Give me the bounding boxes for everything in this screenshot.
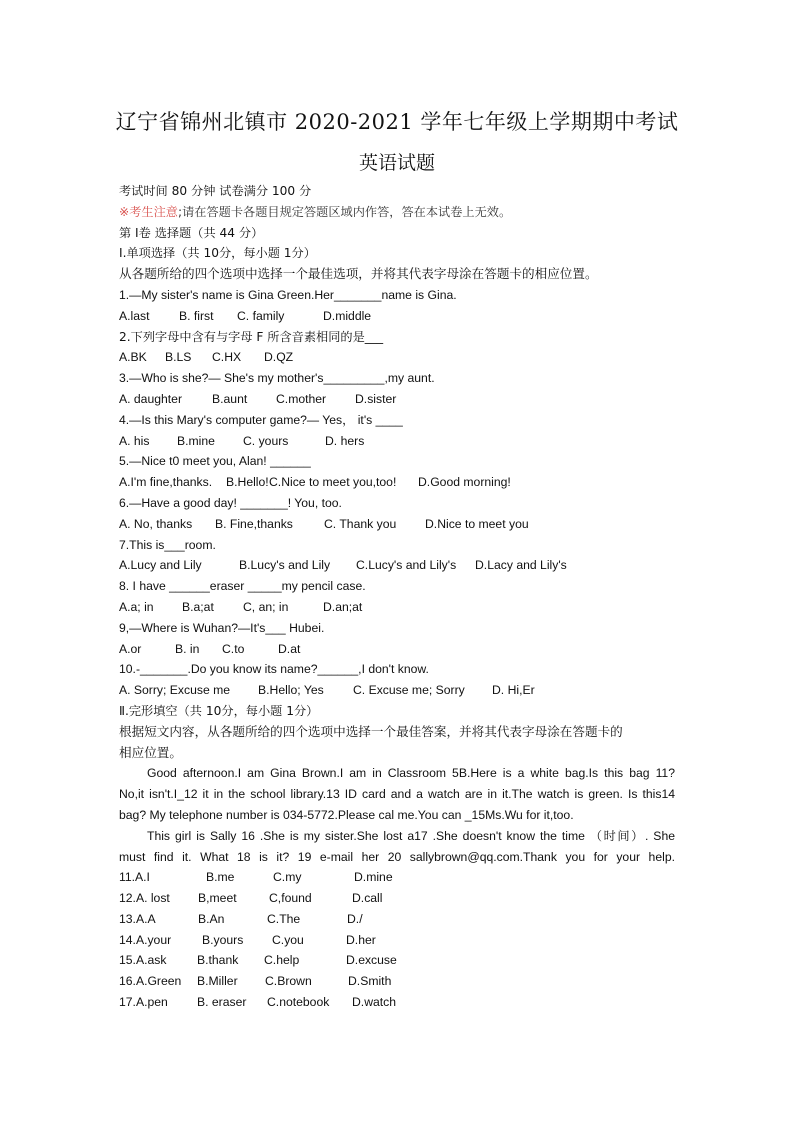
option-c: C.you [272,932,304,947]
option-a: 12.A. lost [119,891,170,906]
question-options [119,992,675,1013]
option-c: C.help [264,953,300,968]
option-d: D.call [352,891,383,906]
question-options [119,472,675,493]
option-a: A.BK [119,350,147,365]
option-b: B.Hello! [226,475,269,490]
exam-title: 辽宁省锦州北镇市 2020-2021 学年七年级上学期期中考试 [115,110,679,134]
option-a: 17.A.pen [119,995,168,1010]
section1-questions [119,285,675,701]
option-d: D. hers [325,433,365,448]
option-a: 14.A.your [119,932,172,947]
option-c: C.to [222,641,245,656]
question-options [119,306,675,327]
question-stem: 6.—Have a good day! _______! You, too. [119,495,342,510]
question-options [119,389,675,410]
option-d: D.her [346,932,376,947]
section1-instruction: 从各题所给的四个选项中选择一个最佳选项，并将其代表字母涂在答题卡的相应位置。 [119,266,598,282]
section1-heading: I.单项选择（共 10分，每小题 1分） [119,246,316,261]
option-a: 13.A.A [119,911,156,926]
exam-info: 考试时间 80 分钟 试卷满分 100 分 [119,184,312,198]
passage-line: bag? My telephone number is 034-5772.Please cal me.You can _15Ms.Wu for it,too. [119,807,574,822]
option-c: C. Thank you [324,516,397,531]
option-c: C. family [237,308,285,323]
option-b: B. first [179,308,214,323]
question-options [119,514,675,535]
passage-line: must find it. What 18 is it? 19 e-mail her 20 sallybrown@qq.com.Thank you for your help. [119,849,675,864]
option-c: C,found [269,891,312,906]
option-c: C.my [273,870,302,885]
question-options [119,950,675,971]
option-c: C.Nice to meet you,too! [269,475,397,490]
option-c: C.HX [212,350,242,365]
question-stem: 10.-_______.Do you know its name?______,I don't know. [119,662,429,677]
question-stem: 5.—Nice t0 meet you, Alan! ______ [119,454,311,469]
option-c: C.Brown [265,974,312,989]
option-a: 16.A.Green [119,974,182,989]
option-d: D.middle [323,308,372,323]
question-stem: 8. I have ______eraser _____my pencil case. [119,579,366,594]
option-b: B,meet [198,891,237,906]
question-options [119,680,675,701]
option-b: B.a;at [182,599,214,614]
option-a: A. his [119,433,150,448]
option-b: B.LS [165,350,192,365]
option-d: D.Smith [348,974,392,989]
option-a: A.last [119,308,150,323]
option-d: D. Hi,Er [492,683,535,698]
question-stem: 7.This is___room. [119,537,216,552]
option-d: D.sister [355,391,397,406]
option-b: B.aunt [212,391,248,406]
passage-line: Good afternoon.I am Gina Brown.I am in Classroom 5B.Here is a white bag.Is this bag 11? [147,766,675,781]
question-options [119,888,675,909]
question-options [119,639,675,660]
question-options [119,431,675,452]
volume-heading: 第 Ⅰ卷 选择题（共 44 分） [119,225,264,240]
notice [119,202,675,223]
option-c: C.notebook [267,995,330,1010]
option-d: D.watch [352,995,397,1010]
question-stem: 1.—My sister's name is Gina Green.Her_______name is Gina. [119,287,457,302]
option-c: C. yours [243,433,289,448]
question-options [119,930,675,951]
exam-body [119,181,675,1013]
option-c: C.Lucy's and Lily's [356,558,457,573]
option-b: B.Lucy's and Lily [239,558,331,573]
question-stem: 4.—Is this Mary's computer game?— Yes， it's ____ [119,412,403,427]
option-c: C.mother [276,391,327,406]
passage-line: No,it isn't.I_12 it in the school library.13 ID card and a watch are in it.The watch is green. Is this14 [119,787,675,802]
option-b: B. in [175,641,200,656]
option-d: D.excuse [346,953,397,968]
option-b: B.yours [202,932,244,947]
question-options [119,867,675,888]
question-options [119,555,675,576]
option-d: D.mine [354,870,393,885]
option-b: B.An [198,911,225,926]
option-a: 11.A.I [119,870,150,885]
option-a: A.I'm fine,thanks. [119,475,213,490]
option-d: D.at [278,641,301,656]
option-b: B.Miller [197,974,238,989]
question-stem: 9,—Where is Wuhan?—It's___ Hubei. [119,620,325,635]
option-a: 15.A.ask [119,953,167,968]
option-b: B.mine [177,433,215,448]
passage-line: This girl is Sally 16 .She is my sister.She lost a17 .She doesn't know the time （时间）. She [147,828,675,843]
option-a: A. Sorry; Excuse me [119,683,231,698]
section2-heading: Ⅱ.完形填空（共 10分，每小题 1分） [119,703,319,718]
question-options [119,347,675,368]
question-options [119,597,675,618]
section2-instruction-1: 根据短文内容，从各题所给的四个选项中选择一个最佳答案，并将其代表字母涂在答题卡的 [119,723,623,739]
option-d: D.an;at [323,599,363,614]
option-d: D./ [347,911,363,926]
notice-text: ;请在答题卡各题目规定答题区域内作答，答在本试卷上无效。 [177,204,512,219]
question-stem: 3.—Who is she?— She's my mother's_________,my aunt. [119,371,435,386]
option-a: A. No, thanks [119,516,193,531]
option-b: B. Fine,thanks [215,516,293,531]
option-a: A. daughter [119,391,183,406]
section2-instruction-2: 相应位置。 [119,744,182,760]
option-c: C. Excuse me; Sorry [353,683,465,698]
section2-options [119,867,675,1013]
option-c: C.The [267,911,301,926]
option-b: B.me [206,870,235,885]
question-options [119,971,675,992]
option-d: D.QZ [264,350,294,365]
option-d: D.Good morning! [418,475,511,490]
notice-label: ※考生注意 [119,204,178,219]
option-a: A.a; in [119,599,154,614]
question-options [119,909,675,930]
question-stem: 2.下列字母中含有与字母 F 所含音素相同的是___ [119,329,384,344]
option-d: D.Nice to meet you [425,516,529,531]
option-a: A.Lucy and Lily [119,558,202,573]
option-c: C, an; in [243,599,289,614]
option-a: A.or [119,641,142,656]
option-b: B.thank [197,953,239,968]
option-b: B. eraser [197,995,247,1010]
option-d: D.Lacy and Lily's [475,558,567,573]
option-b: B.Hello; Yes [258,683,324,698]
exam-subtitle: 英语试题 [358,152,435,174]
